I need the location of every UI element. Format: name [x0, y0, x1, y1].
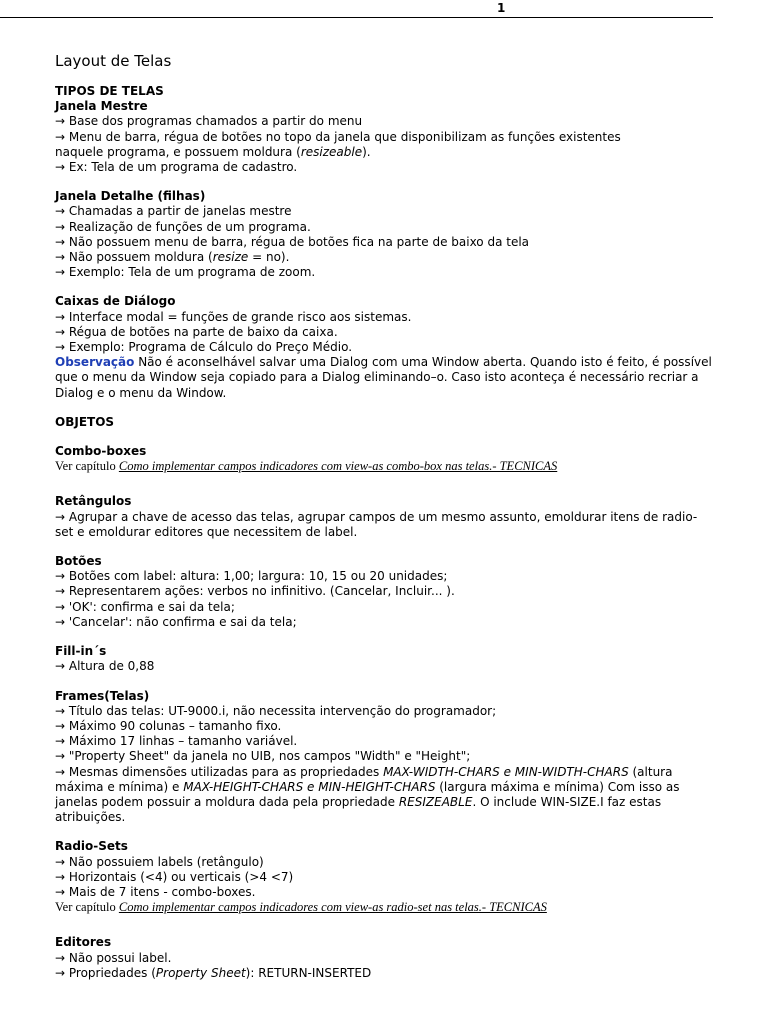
janela-mestre-line-2: → Menu de barra, régua de botões no topo da janela que disponibilizam as funções existentes	[55, 129, 621, 144]
caixas-dialogo-line-2: → Régua de botões na parte de baixo da caixa.	[55, 324, 338, 339]
radio-sets-title: Radio-Sets	[55, 839, 128, 854]
janela-mestre-line-4: → Ex: Tela de um programa de cadastro.	[55, 160, 298, 175]
objetos-heading-block	[55, 415, 715, 430]
botoes-section	[55, 554, 715, 630]
radio-sets-line-3: → Mais de 7 itens - combo-boxes.	[55, 884, 256, 899]
combo-boxes-reference-link[interactable]: Como implementar campos indicadores com view-as combo-box nas telas.- TECNICAS	[118, 459, 558, 474]
fill-ins-title: Fill-in´s	[55, 644, 107, 659]
janela-detalhe-line-5: → Exemplo: Tela de um programa de zoom.	[55, 265, 316, 280]
janela-detalhe-section	[55, 189, 715, 280]
observacao-text: Não é aconselhável salvar uma Dialog com uma Window aberta. Quando isto é feito, é possível que o menu da Window seja copiado para a Dialog eliminando–o. Caso isto aconteça é necessário recriar a Dialog e o menu da Window.	[55, 355, 712, 400]
botoes-line-4: → 'Cancelar': não confirma e sai da tela;	[55, 614, 297, 629]
janela-detalhe-line-3: → Não possuem menu de barra, régua de botões fica na parte de baixo da tela	[55, 234, 530, 249]
botoes-line-3: → 'OK': confirma e sai da tela;	[55, 599, 235, 614]
document-body	[55, 52, 715, 995]
frames-para-em-5: RESIZEABLE	[398, 794, 473, 809]
janela-mestre-line-3	[55, 145, 715, 160]
frames-para-mid-2: (altura máxima e mínima) e	[55, 764, 673, 794]
caixas-dialogo-title: Caixas de Diálogo	[55, 294, 176, 309]
frames-paragraph	[55, 765, 715, 826]
editores-line-2-em: Property Sheet	[155, 965, 246, 980]
janela-detalhe-line-2: → Realização de funções de um programa.	[55, 219, 311, 234]
caixas-dialogo-line-3: → Exemplo: Programa de Cálculo do Preço Médio.	[55, 340, 353, 355]
fill-ins-section	[55, 644, 715, 674]
retangulos-line-1: → Agrupar a chave de acesso das telas, agrupar campos de um mesmo assunto, emoldurar itens de radio-set e emoldurar editores que necessitem de label.	[55, 509, 698, 539]
page-number: 1	[497, 1, 506, 15]
radio-sets-line-1: → Não possuiem labels (retângulo)	[55, 854, 264, 869]
combo-boxes-title: Combo-boxes	[55, 444, 147, 459]
janela-detalhe-line-4	[55, 250, 715, 265]
radio-sets-reference	[55, 900, 715, 915]
radio-sets-section	[55, 839, 715, 915]
frames-line-2: → Máximo 90 colunas – tamanho fixo.	[55, 718, 282, 733]
janela-mestre-title: Janela Mestre	[55, 99, 148, 114]
frames-para-post: . O include WIN-SIZE.I faz estas atribuições.	[55, 794, 662, 825]
editores-title: Editores	[55, 935, 112, 950]
frames-line-1: → Título das telas: UT-9000.i, não necessita intervenção do programador;	[55, 703, 497, 718]
frames-para-em-1: MAX-WIDTH-CHARS	[383, 764, 500, 779]
janela-detalhe-line-4-em: resize	[212, 250, 249, 265]
frames-para-em-4: MIN-HEIGHT-CHARS	[318, 779, 436, 794]
janela-detalhe-line-4-pre: → Não possuem moldura (	[55, 250, 213, 265]
janela-mestre-line-3-post: ).	[362, 144, 371, 159]
section-heading-objetos: OBJETOS	[55, 414, 115, 429]
frames-line-4: → "Property Sheet" da janela no UIB, nos campos "Width" e "Height";	[55, 749, 471, 764]
document-title: Layout de Telas	[55, 52, 172, 70]
janela-mestre-line-3-pre: naquele programa, e possuem moldura (	[55, 144, 301, 159]
frames-title: Frames(Telas)	[55, 688, 150, 703]
frames-line-3: → Máximo 17 linhas – tamanho variável.	[55, 734, 298, 749]
frames-para-em-2: MIN-WIDTH-CHARS	[514, 764, 629, 779]
editores-line-2-pre: → Propriedades (	[55, 965, 156, 980]
fill-ins-line-1: → Altura de 0,88	[55, 659, 155, 674]
frames-section	[55, 689, 715, 826]
header-rule	[0, 17, 713, 18]
frames-para-em-3: MAX-HEIGHT-CHARS	[183, 779, 304, 794]
retangulos-section	[55, 494, 715, 540]
caixas-dialogo-line-1: → Interface modal = funções de grande risco aos sistemas.	[55, 309, 412, 324]
botoes-title: Botões	[55, 554, 102, 569]
retangulos-title: Retângulos	[55, 494, 132, 509]
radio-sets-line-2: → Horizontais (<4) ou verticais (>4 <7)	[55, 869, 294, 884]
janela-mestre-section	[55, 99, 715, 175]
frames-para-mid-1: e	[499, 764, 515, 779]
janela-mestre-line-3-em: resizeable	[300, 144, 363, 159]
editores-line-1: → Não possui label.	[55, 950, 172, 965]
frames-para-mid-3: e	[303, 779, 319, 794]
botoes-line-2: → Representarem ações: verbos no infinitivo. (Cancelar, Incluir... ).	[55, 584, 455, 599]
editores-line-2-post: ): RETURN-INSERTED	[245, 965, 372, 980]
section-heading-tipos: TIPOS DE TELAS	[55, 84, 164, 98]
frames-para-mid-4: (largura máxima e mínima) Com isso as janelas podem possuir a moldura dada pela propriedade	[55, 779, 680, 809]
botoes-line-1: → Botões com label: altura: 1,00; largura: 10, 15 ou 20 unidades;	[55, 569, 448, 584]
caixas-dialogo-section	[55, 294, 715, 400]
combo-boxes-reference-pre: Ver capítulo	[55, 459, 119, 474]
editores-section	[55, 935, 715, 981]
janela-mestre-line-1: → Base dos programas chamados a partir do menu	[55, 114, 363, 129]
janela-detalhe-title: Janela Detalhe (filhas)	[55, 189, 206, 204]
radio-sets-reference-link[interactable]: Como implementar campos indicadores com view-as radio-set nas telas.- TECNICAS	[118, 900, 547, 915]
radio-sets-reference-pre: Ver capítulo	[55, 900, 119, 915]
janela-detalhe-line-4-post: = no).	[248, 250, 290, 265]
editores-line-2	[55, 966, 715, 981]
observacao-paragraph	[55, 355, 715, 401]
observacao-label: Observação	[55, 355, 135, 370]
janela-detalhe-line-1: → Chamadas a partir de janelas mestre	[55, 204, 292, 219]
combo-boxes-reference	[55, 459, 715, 474]
combo-boxes-section	[55, 444, 715, 474]
frames-para-pre: → Mesmas dimensões utilizadas para as propriedades	[55, 764, 384, 779]
